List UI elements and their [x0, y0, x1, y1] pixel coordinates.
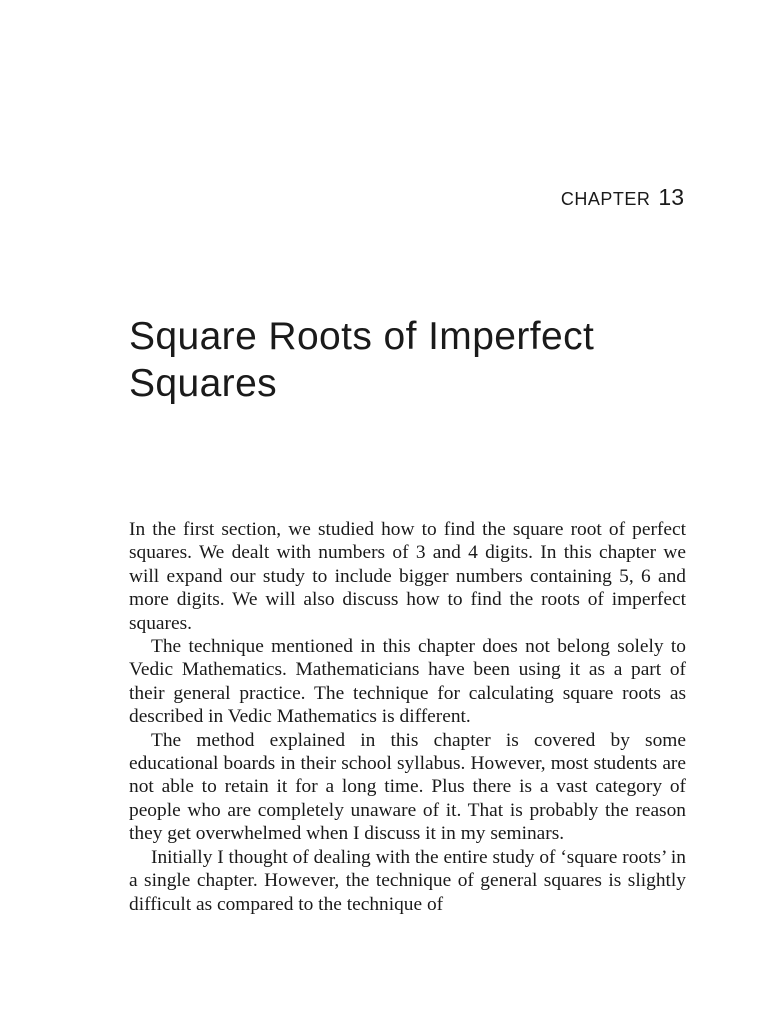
chapter-heading — [561, 184, 684, 211]
paragraph-3: The method explained in this chapter is covered by some educational boards in their school syllabus. However, most students are not able to retain it for a long time. Plus there is a vast category of people who are completely unaware of it. That is probably the reason they get overwhelmed when I discuss it in my seminars. — [129, 729, 686, 845]
chapter-label: CHAPTER — [560, 189, 651, 209]
chapter-title-line-2: Squares — [129, 362, 278, 405]
paragraph-4: Initially I thought of dealing with the entire study of ‘square roots’ in a single chapter. However, the technique of general squares is slightly difficult as compared to the technique of — [129, 846, 686, 915]
chapter-number: 13 — [658, 184, 684, 210]
chapter-title-line-1: Square Roots of Imperfect — [129, 315, 595, 358]
chapter-title — [129, 313, 699, 407]
paragraph-2: The technique mentioned in this chapter does not belong solely to Vedic Mathematics. Mathematicians have been using it as a part of their general practice. The technique for calculating square roots as described in Vedic Mathematics is different. — [129, 636, 686, 728]
chapter-body — [129, 518, 686, 916]
paragraph-1: In the first section, we studied how to find the square root of perfect squares. We dealt with numbers of 3 and 4 digits. In this chapter we will expand our study to include bigger numbers containing 5, 6 and more digits. We will also discuss how to find the roots of imperfect squares. — [129, 519, 686, 634]
